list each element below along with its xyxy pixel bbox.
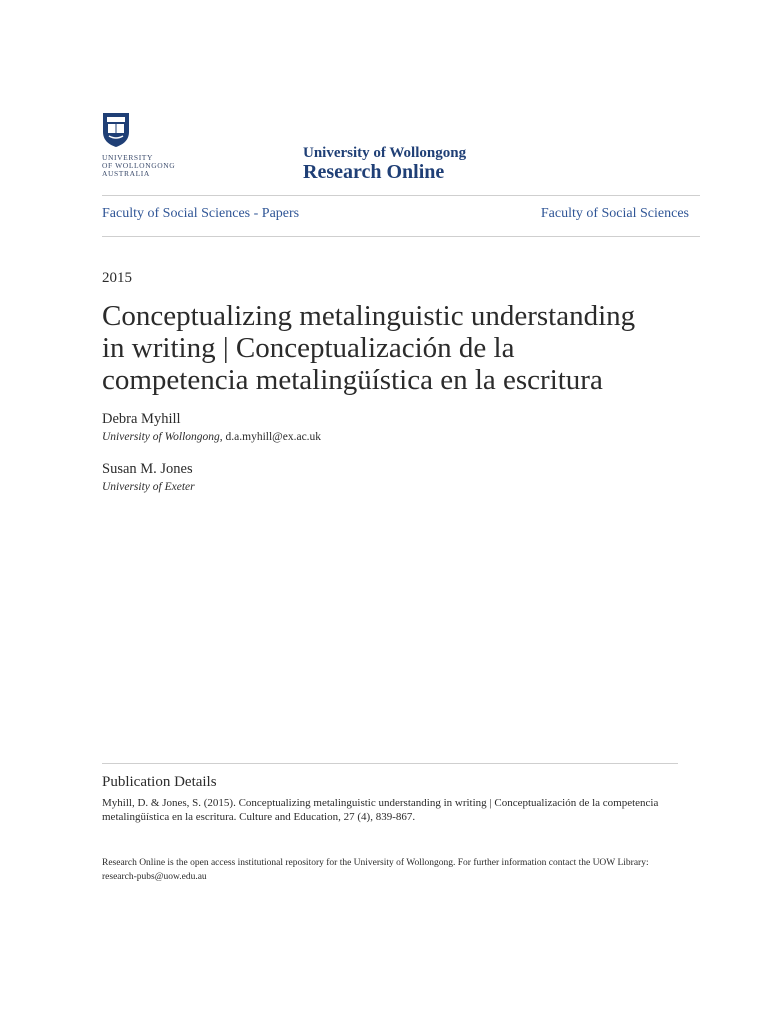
university-wordmark-line-2: OF WOLLONGONG xyxy=(102,161,176,170)
brand-research-online-link[interactable]: Research Online xyxy=(303,161,445,183)
publication-year: 2015 xyxy=(102,270,132,286)
publication-details-heading: Publication Details xyxy=(102,774,217,790)
university-crest-icon xyxy=(102,112,130,148)
author-name: Susan M. Jones xyxy=(102,461,193,477)
author-affiliation xyxy=(102,431,321,443)
author-affiliation xyxy=(102,481,195,493)
publication-divider xyxy=(102,763,678,764)
brand-university-link[interactable]: University of Wollongong xyxy=(303,145,467,161)
author-affiliation-name: University of Exeter xyxy=(102,481,195,493)
publication-citation: Myhill, D. & Jones, S. (2015). Conceptualizing metalinguistic understanding in writing | Conceptualización de la competencia metalingüística en la escritura. Culture and Education, 27 (4), 839-867. xyxy=(102,797,659,823)
author-email: , d.a.myhill@ex.ac.uk xyxy=(219,431,322,443)
header-divider-top xyxy=(102,195,700,196)
faculty-link[interactable]: Faculty of Social Sciences xyxy=(540,206,689,221)
paper-title: Conceptualizing metalinguistic understanding in writing | Conceptualización de la competencia metalingüística en la escritura xyxy=(102,300,636,396)
author-name: Debra Myhill xyxy=(102,411,181,427)
author-affiliation-name: University of Wollongong xyxy=(102,431,220,443)
header-divider-bottom xyxy=(102,236,700,237)
university-wordmark-line-1: UNIVERSITY xyxy=(102,153,153,162)
repository-footer-note: Research Online is the open access institutional repository for the University of Wollongong. For further information contact the UOW Library: research-pubs@uow.edu.au xyxy=(102,858,649,882)
faculty-papers-link[interactable]: Faculty of Social Sciences - Papers xyxy=(102,206,300,221)
university-wordmark-line-3: AUSTRALIA xyxy=(102,169,150,178)
